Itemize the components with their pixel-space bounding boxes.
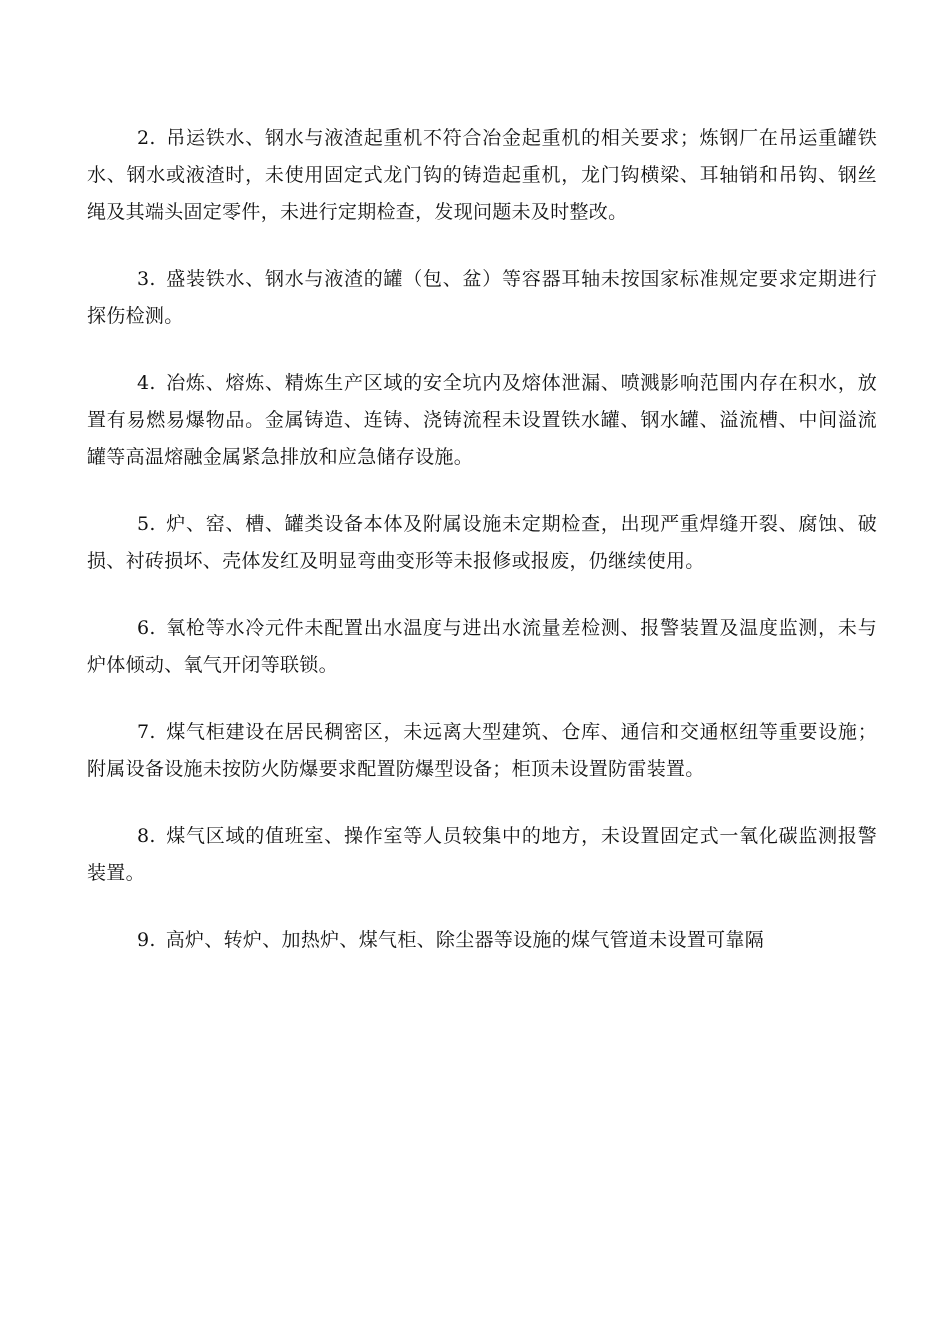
paragraph-text: 盛装铁水、钢水与液渣的罐（包、盆）等容器耳轴未按国家标准规定要求定期进行探伤检测。 bbox=[87, 268, 877, 327]
paragraph-number: 3. bbox=[137, 268, 156, 290]
paragraph-number: 4. bbox=[137, 372, 156, 394]
paragraph-text: 煤气柜建设在居民稠密区，未远离大型建筑、仓库、通信和交通枢纽等重要设施；附属设备设施未按防火防爆要求配置防爆型设备；柜顶未设置防雷装置。 bbox=[87, 721, 877, 780]
paragraph-number: 2. bbox=[137, 127, 156, 149]
document-body bbox=[87, 120, 877, 989]
paragraph-number: 9. bbox=[137, 929, 156, 951]
paragraph-8 bbox=[87, 818, 877, 892]
paragraph-6 bbox=[87, 610, 877, 684]
paragraph-text: 炉、窑、槽、罐类设备本体及附属设施未定期检查，出现严重焊缝开裂、腐蚀、破损、衬砖损坏、壳体发红及明显弯曲变形等未报修或报废，仍继续使用。 bbox=[87, 513, 877, 572]
paragraph-text: 煤气区域的值班室、操作室等人员较集中的地方，未设置固定式一氧化碳监测报警装置。 bbox=[87, 825, 877, 884]
paragraph-number: 6. bbox=[137, 617, 156, 639]
paragraph-5 bbox=[87, 506, 877, 580]
paragraph-text: 冶炼、熔炼、精炼生产区域的安全坑内及熔体泄漏、喷溅影响范围内存在积水，放置有易燃易爆物品。金属铸造、连铸、浇铸流程未设置铁水罐、钢水罐、溢流槽、中间溢流罐等高温熔融金属紧急排放和应急储存设施。 bbox=[87, 372, 877, 468]
paragraph-7 bbox=[87, 714, 877, 788]
paragraph-text: 高炉、转炉、加热炉、煤气柜、除尘器等设施的煤气管道未设置可靠隔 bbox=[165, 929, 765, 951]
paragraph-text: 氧枪等水冷元件未配置出水温度与进出水流量差检测、报警装置及温度监测，未与炉体倾动、氧气开闭等联锁。 bbox=[87, 617, 877, 676]
paragraph-9 bbox=[87, 922, 877, 959]
paragraph-2 bbox=[87, 120, 877, 231]
paragraph-number: 7. bbox=[137, 721, 156, 743]
paragraph-text: 吊运铁水、钢水与液渣起重机不符合冶金起重机的相关要求；炼钢厂在吊运重罐铁水、钢水或液渣时，未使用固定式龙门钩的铸造起重机，龙门钩横梁、耳轴销和吊钩、钢丝绳及其端头固定零件，未进行定期检查，发现问题未及时整改。 bbox=[87, 127, 877, 223]
paragraph-number: 5. bbox=[137, 513, 156, 535]
paragraph-number: 8. bbox=[137, 825, 156, 847]
paragraph-4 bbox=[87, 365, 877, 476]
paragraph-3 bbox=[87, 261, 877, 335]
